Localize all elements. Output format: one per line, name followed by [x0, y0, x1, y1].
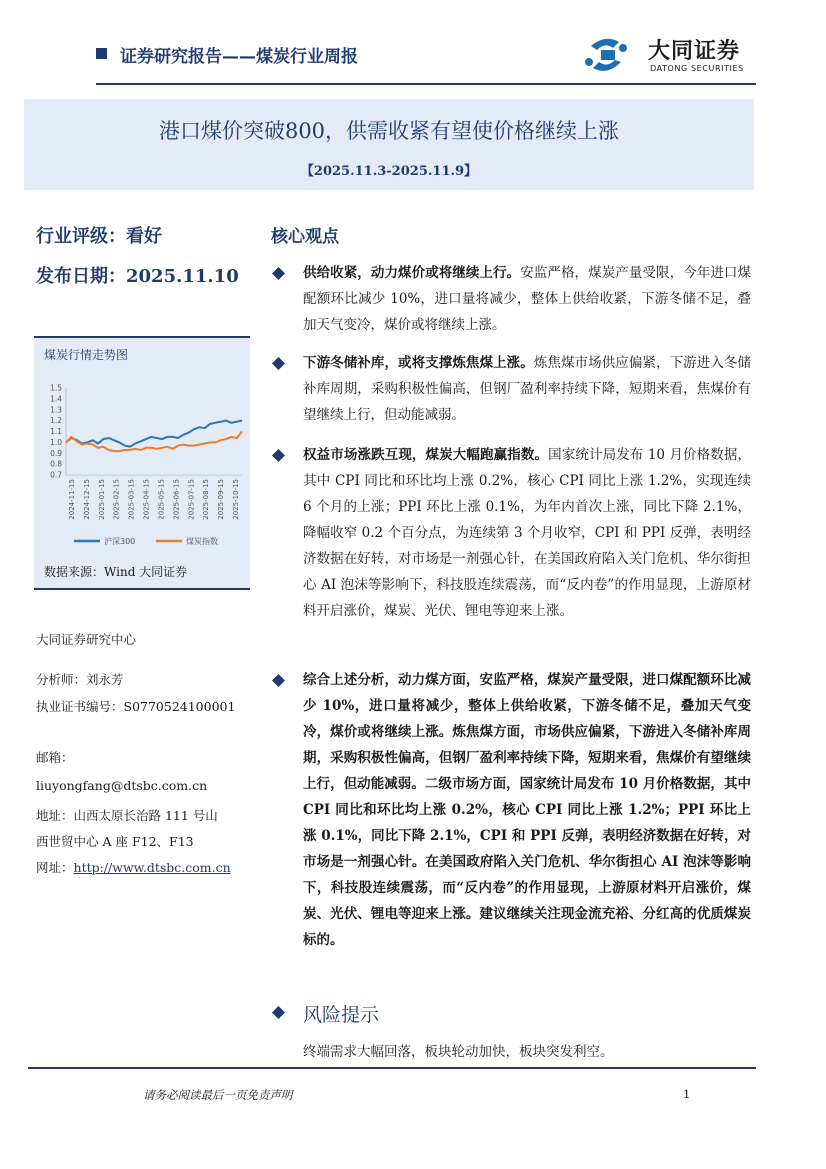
- website-link[interactable]: http://www.dtsbc.com.cn: [73, 860, 231, 875]
- coal-trend-chart: [36, 378, 248, 558]
- x-tick-label: 2024-12-15: [82, 479, 91, 520]
- address-line-1: 地址：山西太原长治路 111 号山: [36, 808, 218, 823]
- core-p3-body: 国家统计局发布 10 月价格数据，其中 CPI 同比和环比均上涨 0.2%，核心 CPI 同比上涨 1.2%，实现连续 6 个月的上涨；PPI 环比上涨 0.1%，为年内首次上涨，同比下降 2.1%，降幅收窄 0.2 个百分点，为连续第 3 个月收窄，CPI 和 PPI 反弹，表明经济数据在好转，对市场是一剂强心针，在美国政府陷入关门危机、华尔街担心 AI 泡沫等影响下，科技股连续震荡，而“反内卷”的作用显现，上游原材料开启涨价，煤炭、光伏、锂电等迎来上涨。: [303, 447, 752, 619]
- footer-divider: [28, 1067, 756, 1069]
- email-address[interactable]: liuyongfang@dtsbc.com.cn: [36, 778, 208, 793]
- y-tick-label: 1.1: [50, 427, 62, 436]
- y-tick-label: 1.5: [50, 383, 62, 393]
- x-tick-label: 2025-06-15: [172, 479, 181, 520]
- header-square-icon: [96, 48, 107, 59]
- x-tick-label: 2025-03-15: [127, 479, 136, 520]
- page-number: 1: [683, 1087, 691, 1101]
- y-tick-label: 0.9: [50, 448, 62, 458]
- legend-label: 沪深300: [104, 537, 136, 546]
- diamond-bullet-icon: [272, 449, 285, 462]
- x-tick-label: 2025-02-15: [112, 479, 121, 520]
- x-tick-label: 2025-07-15: [187, 479, 196, 520]
- report-date-range: 【2025.11.3-2025.11.9】: [300, 164, 478, 179]
- logo-cn: 大同证券: [648, 39, 741, 64]
- x-tick-label: 2025-04-15: [142, 479, 151, 520]
- risk-heading: 风险提示: [303, 1004, 380, 1026]
- address-line-2: 西世贸中心 A 座 F12、F13: [36, 834, 194, 849]
- publish-date: 发布日期：2025.11.10: [36, 266, 239, 287]
- data-source: 数据来源：Wind 大同证券: [44, 565, 188, 579]
- y-tick-label: 1.3: [50, 405, 62, 415]
- x-tick-label: 2025-05-15: [157, 479, 166, 520]
- diamond-bullet-icon: [272, 357, 285, 370]
- x-tick-label: 2024-11-15: [68, 479, 76, 520]
- analyst: 分析师：刘永芳: [36, 672, 124, 687]
- y-tick-label: 1.0: [50, 437, 62, 447]
- footer-disclaimer: 请务必阅读最后一页免责声明: [143, 1088, 293, 1102]
- email-label: 邮箱：: [36, 750, 74, 765]
- chart-bottom-rule: [34, 588, 250, 590]
- website-label: 网址：: [36, 860, 74, 875]
- core-paragraph-4: 综合上述分析，动力煤方面，安监严格，煤炭产量受限，进口煤配额环比减少 10%，进口量将减少，整体上供给收紧，下游冬储不足，叠加天气变冷，煤价或将继续上涨。炼焦煤方面，市场供应偏紧，下游进入冬储补库周期，采购积极性偏高，但钢厂盈利率持续下降，短期来看，焦煤价有望继续上行，但动能减弱。二级市场方面，国家统计局发布 10 月价格数据，其中 CPI 同比和环比均上涨 0.2%，核心 CPI 同比上涨 1.2%；PPI 环比上涨 0.1%，同比下降 2.1%，CPI 和 PPI 反弹，表明经济数据在好转，对市场是一剂强心针。在美国政府陷入关门危机、华尔街担心 AI 泡沫等影响下，科技股连续震荡，而“反内卷”的作用显现，上游原材料开启涨价，煤炭、光伏、锂电等迎来上涨。建议继续关注现金流充裕、分红高的优质煤炭标的。: [303, 672, 751, 948]
- logo-en: DATONG SECURITIES: [650, 64, 744, 73]
- x-tick-label: 2025-01-15: [97, 479, 106, 520]
- research-center: 大同证券研究中心: [36, 632, 137, 647]
- chart-caption: 煤炭行情走势图: [44, 348, 129, 362]
- x-tick-label: 2025-10-15: [232, 479, 240, 520]
- core-p3-lead: 权益市场涨跌互现，煤炭大幅跑赢指数。: [303, 447, 549, 463]
- core-paragraph-3: [303, 442, 751, 624]
- industry-rating: 行业评级：看好: [36, 226, 162, 247]
- core-paragraph-2: [303, 350, 751, 428]
- y-tick-label: 1.2: [50, 416, 62, 426]
- x-tick-label: 2025-09-15: [217, 479, 226, 520]
- diamond-bullet-icon: [272, 267, 285, 280]
- diamond-bullet-icon: [272, 674, 285, 687]
- certificate-number: 执业证书编号：S0770524100001: [36, 699, 236, 714]
- core-view-heading: 核心观点: [271, 227, 339, 247]
- risk-text: 终端需求大幅回落，板块轮动加快，板块突发利空。: [303, 1044, 614, 1060]
- core-p2-body: 炼焦煤市场供应偏紧，下游进入冬储补库周期，采购积极性偏高，但钢厂盈利率持续下降，短期来看，焦煤价有望继续上行，但动能减弱。: [303, 355, 751, 423]
- diamond-bullet-icon: [272, 1006, 285, 1019]
- core-p2-lead: 下游冬储补库，或将支撑炼焦煤上涨。: [303, 355, 534, 371]
- header-divider: [96, 83, 756, 85]
- website-row: [36, 858, 231, 876]
- y-tick-label: 1.4: [50, 394, 62, 404]
- core-p1-body: 安监严格，煤炭产量受限，今年进口煤配额环比减少 10%，进口量将减少，整体上供给收紧，下游冬储不足，叠加天气变冷，煤价或将继续上涨。: [303, 265, 751, 333]
- y-tick-label: 0.7: [50, 470, 62, 480]
- legend-label: 煤炭指数: [186, 537, 218, 546]
- report-title: 港口煤价突破800，供需收紧有望使价格继续上涨: [158, 119, 620, 143]
- core-p1-lead: 供给收紧，动力煤价或将继续上行。: [303, 265, 521, 281]
- report-type: 证券研究报告——煤炭行业周报: [120, 47, 358, 67]
- x-tick-label: 2025-08-15: [202, 479, 211, 520]
- y-tick-label: 0.8: [50, 459, 62, 469]
- core-paragraph-1: [303, 260, 751, 338]
